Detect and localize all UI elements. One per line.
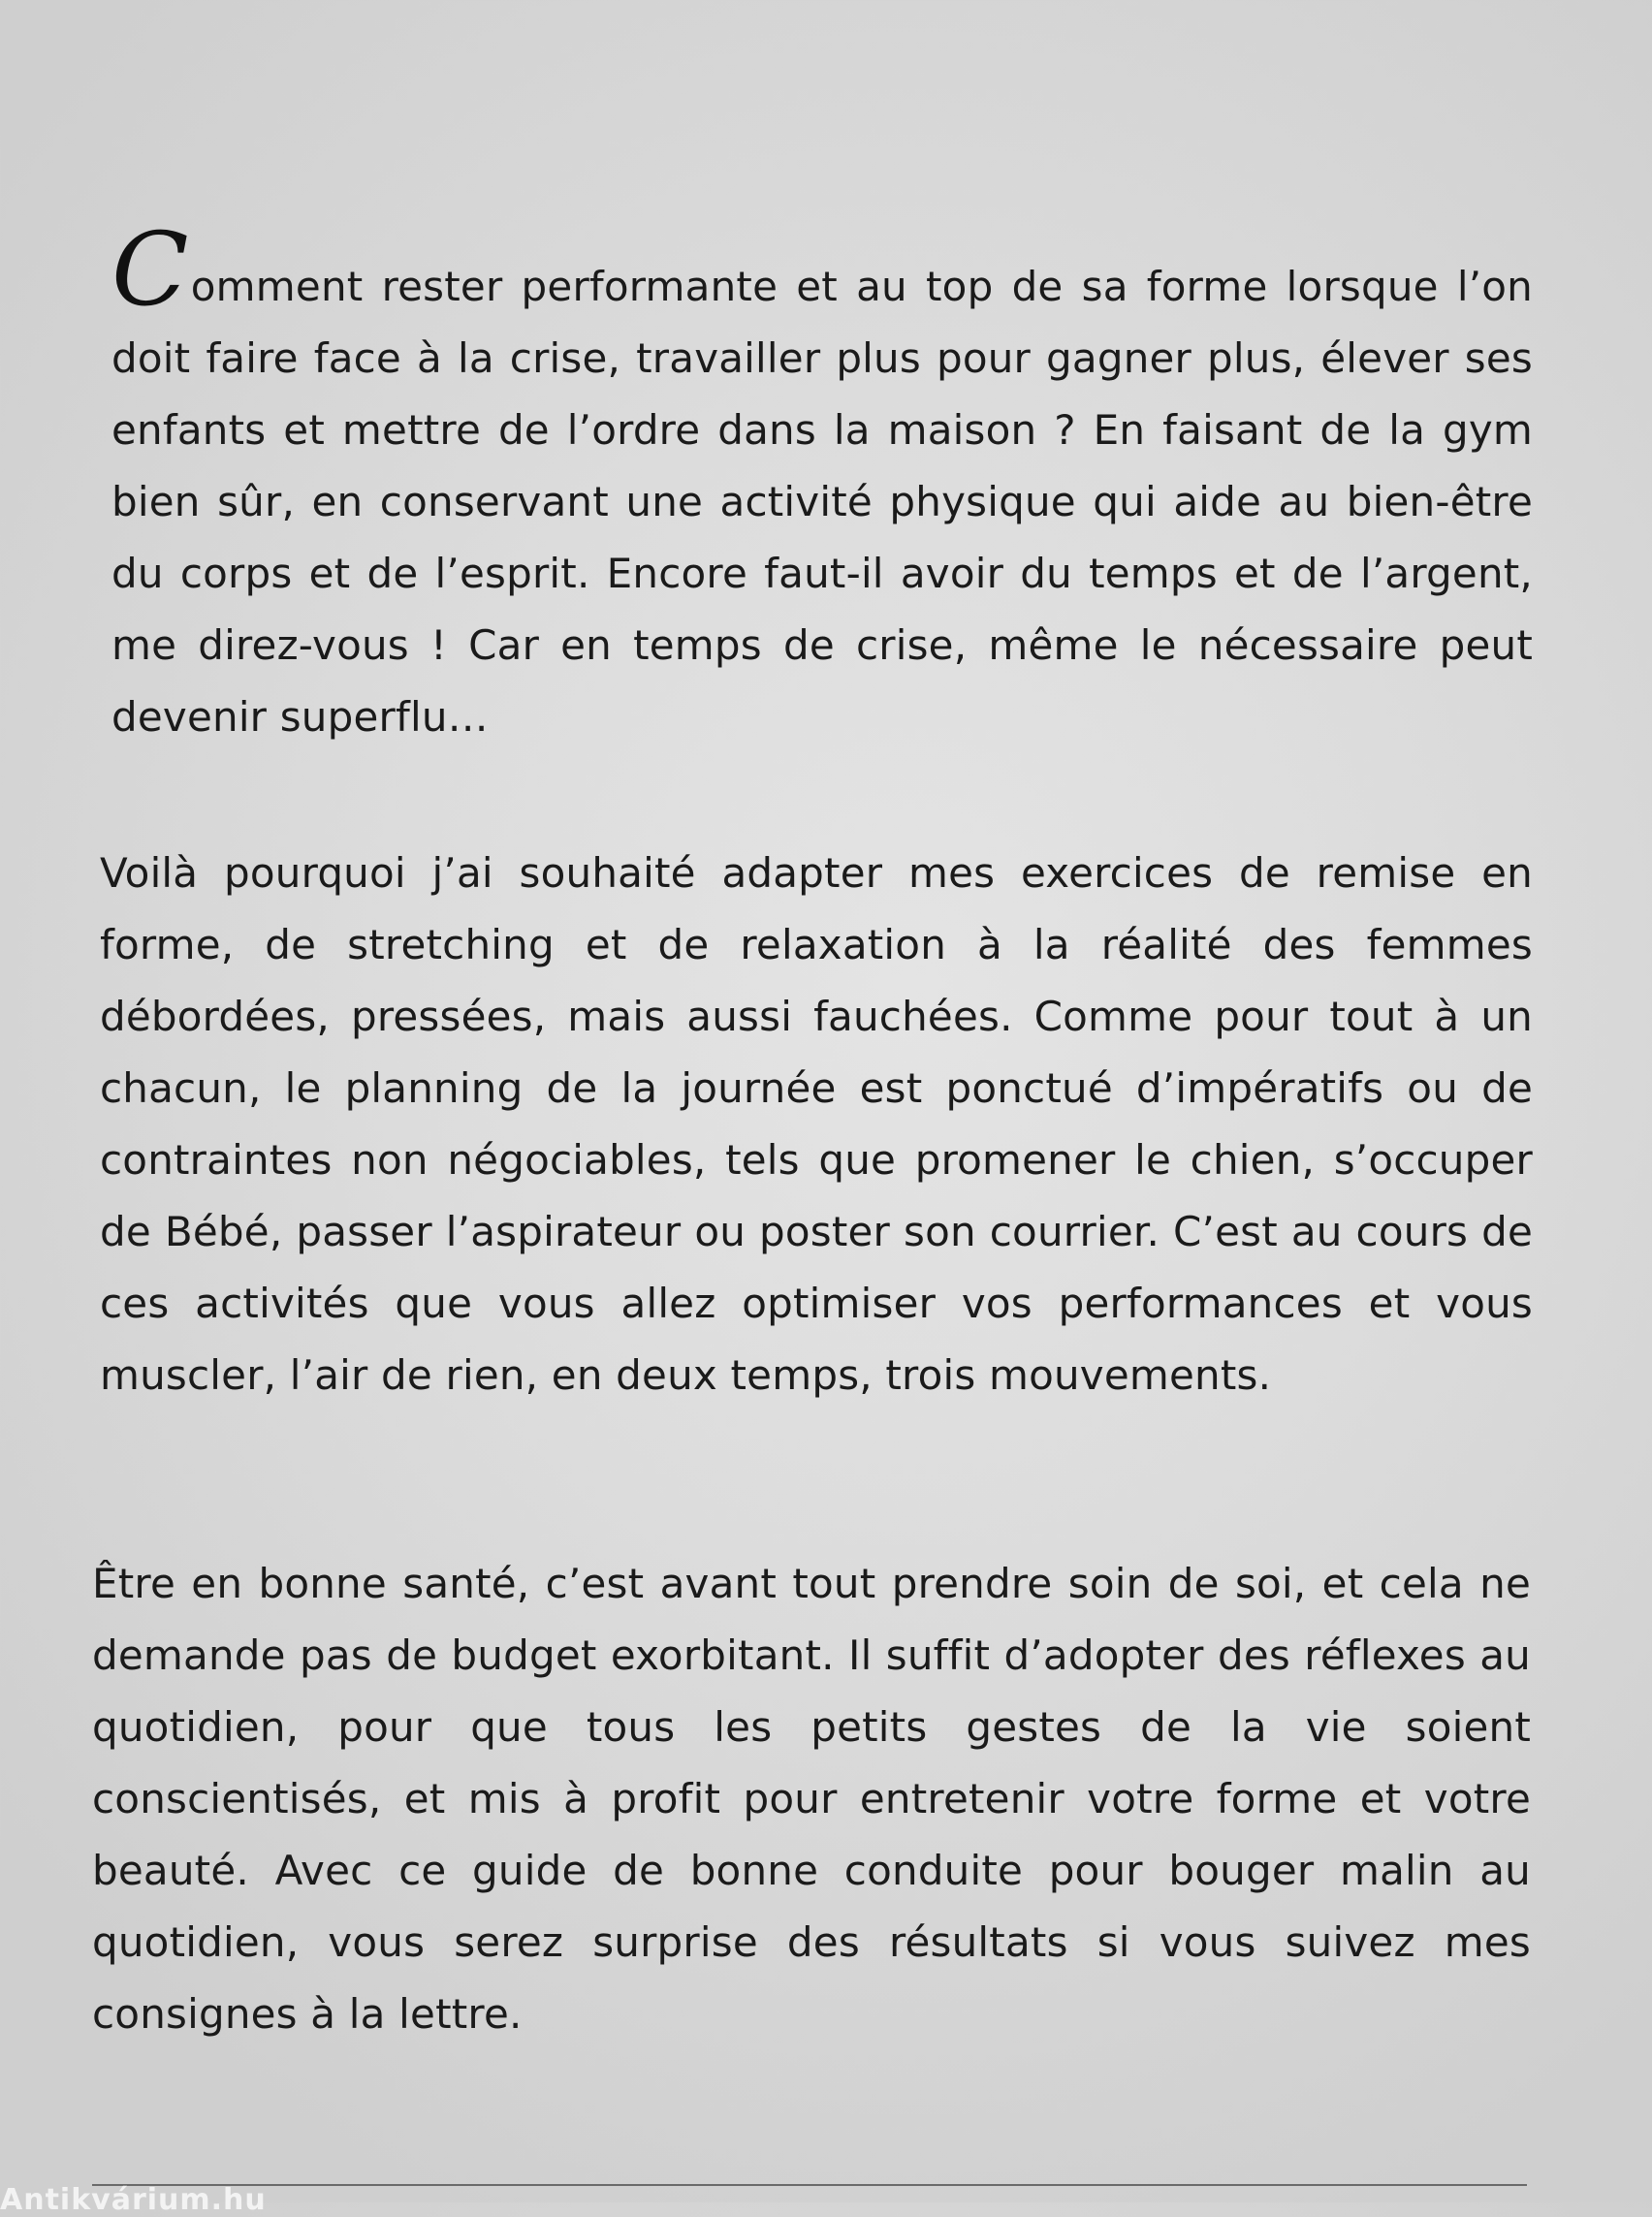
paragraph-intro-text: omment rester performante et au top de sa forme lorsque l’on doit faire face à la crise, travailler plus pour gagner plus, élever ses enfants et mettre de l’ordre dans la maison ? En faisant de la gym bien sûr, en conservant une activité physique qui aide au bien-être du corps et de l’esprit. Encore faut-il avoir du temps et de l’argent, me direz-vous ! Car en temps de crise, même le nécessaire peut devenir superflu… [111, 263, 1533, 741]
watermark-text: Antikvárium.hu [0, 2183, 267, 2217]
drop-cap-letter: C [111, 210, 189, 329]
paragraph-intro [111, 210, 1533, 753]
paragraph-purpose: Voilà pourquoi j’ai souhaité adapter mes exercices de remise en forme, de stretching et de relaxation à la réalité des femmes débordées, pressées, mais aussi fauchées. Comme pour tout à un chacun, le planning de la journée est ponctué d’impératifs ou de contraintes non négociables, tels que promener le chien, s’occuper de Bébé, passer l’aspirateur ou poster son courrier. C’est au cours de ces activités que vous allez optimiser vos performances et vous muscler, l’air de rien, en deux temps, trois mouvements. [100, 849, 1533, 1399]
paragraph-health: Être en bonne santé, c’est avant tout prendre soin de soi, et cela ne demande pas de budget exorbitant. Il suffit d’adopter des réflexes au quotidien, pour que tous les petits gestes de la vie soient conscientisés, et mis à profit pour entretenir votre forme et votre beauté. Avec ce guide de bonne conduite pour bouger malin au quotidien, vous serez surprise des résultats si vous suivez mes consignes à la lettre. [92, 1560, 1531, 2038]
footer-divider [92, 2184, 1527, 2186]
